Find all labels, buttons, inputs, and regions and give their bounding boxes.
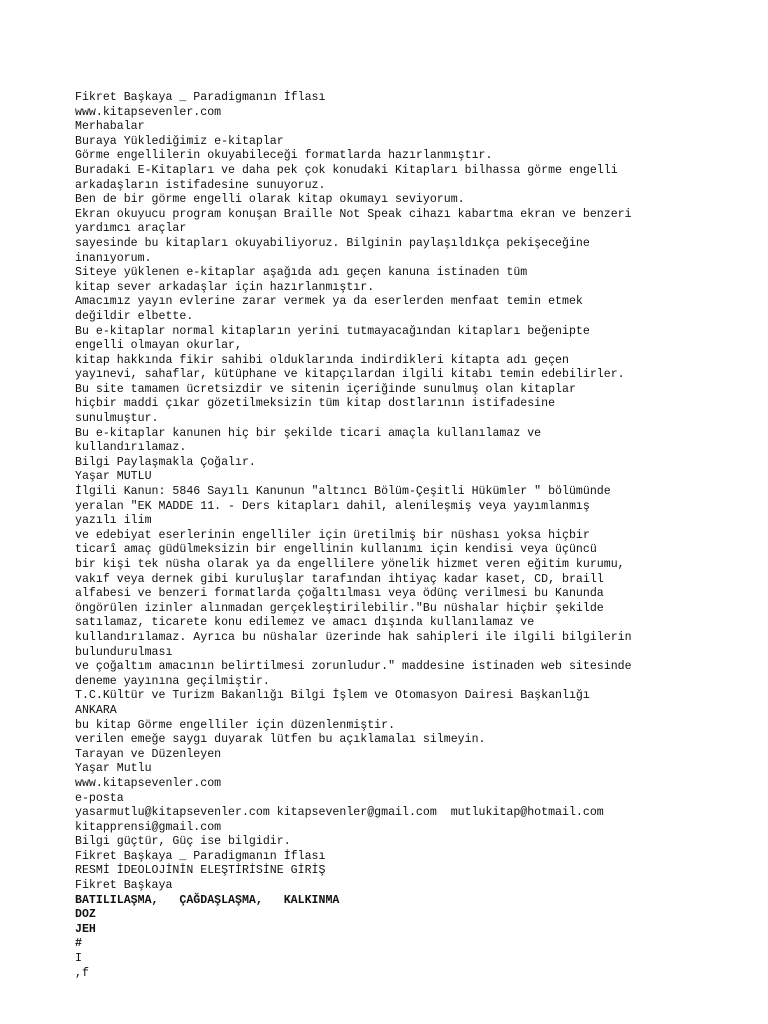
text-line: inanıyorum. — [75, 251, 152, 265]
text-line: sayesinde bu kitapları okuyabiliyoruz. Bilginin paylaşıldıkça pekişeceğine — [75, 236, 590, 250]
text-line: engelli olmayan okurlar, — [75, 339, 242, 353]
text-line: Buradaki E-Kitapları ve daha pek çok konudaki Kitapları bilhassa görme engelli — [75, 163, 618, 177]
text-line: kitap hakkında fikir sahibi olduklarında indirdikleri kitapta adı geçen — [75, 353, 569, 367]
text-line: Merhabalar — [75, 120, 145, 134]
text-line: yayınevi, sahaflar, kütüphane ve kitapçılardan ilgili kitabı temin edebilirler. — [75, 368, 625, 382]
text-line: satılamaz, ticarete konu edilemez ve amacı dışında kullanılamaz ve — [75, 616, 535, 630]
text-line: Fikret Başkaya _ Paradigmanın İflası — [75, 91, 326, 104]
text-line: www.kitapsevenler.com — [75, 776, 222, 790]
text-line: değildir elbette. — [75, 309, 194, 323]
text-line: # — [75, 937, 82, 951]
text-line: I — [75, 952, 82, 966]
text-line: Görme engellilerin okuyabileceği formatlarda hazırlanmıştır. — [75, 149, 493, 163]
text-line: ANKARA — [75, 703, 117, 717]
text-line: deneme yayınına geçilmiştir. — [75, 674, 270, 688]
text-line: ,f — [75, 966, 89, 980]
text-line: Yaşar MUTLU — [75, 470, 152, 484]
text-line: arkadaşların istifadesine sunuyoruz. — [75, 178, 326, 192]
text-line: hiçbir maddi çıkar gözetilmeksizin tüm kitap dostlarının istifadesine — [75, 397, 556, 411]
text-line: Fikret Başkaya _ Paradigmanın İflası — [75, 849, 326, 863]
text-line: Ekran okuyucu program konuşan Braille Not Speak cihazı kabartma ekran ve benzeri — [75, 207, 632, 221]
text-line: öngörülen izinler alınmadan gerçekleştirilebilir."Bu nüshalar hiçbir şekilde — [75, 601, 604, 615]
text-line: bir kişi tek nüsha olarak ya da engellilere yönelik hizmet veren eğitim kurumu, — [75, 558, 625, 571]
text-line: Yaşar Mutlu — [75, 762, 152, 776]
text-line: yardımcı araçlar — [75, 222, 187, 236]
text-line: bulundurulması — [75, 645, 173, 659]
text-line: bu kitap Görme engelliler için düzenlenmiştir. — [75, 718, 396, 732]
text-line: Bilgi Paylaşmakla Çoğalır. — [75, 455, 256, 469]
text-line: Fikret Başkaya — [75, 879, 173, 893]
text-line: T.C.Kültür ve Turizm Bakanlığı Bilgi İşlem ve Otomasyon Dairesi Başkanlığı — [75, 689, 590, 703]
text-line: Amacımız yayın evlerine zarar vermek ya da eserlerden menfaat temin etmek — [75, 295, 583, 309]
text-line: kitapprensi@gmail.com — [75, 820, 222, 834]
text-line: kitap sever arkadaşlar için hazırlanmıştır. — [75, 280, 375, 294]
text-line: Bu site tamamen ücretsizdir ve sitenin içeriğinde sunulmuş olan kitaplar — [75, 382, 576, 396]
text-line: yasarmutlu@kitapsevenler.com kitapsevenler@gmail.com mutlukitap@hotmail.com — [75, 806, 604, 820]
text-line: vakıf veya dernek gibi kuruluşlar tarafından ihtiyaç kadar kaset, CD, braill — [75, 572, 604, 586]
text-line: Bu e-kitaplar kanunen hiç bir şekilde ticari amaçla kullanılamaz ve — [75, 426, 542, 440]
text-line: Siteye yüklenen e-kitaplar aşağıda adı geçen kanuna istinaden tüm — [75, 266, 528, 280]
text-line: JEH — [75, 922, 96, 936]
text-line: ve edebiyat eserlerinin engelliler için üretilmiş bir nüshası yoksa hiçbir — [75, 528, 590, 542]
text-line: alfabesi ve benzeri formatlarda çoğaltılması veya ödünç verilmesi bu Kanunda — [75, 587, 604, 601]
text-line: yeralan "EK MADDE 11. - Ders kitapları dahil, alenileşmiş veya yayımlanmış — [75, 499, 590, 513]
text-line: verilen emeğe saygı duyarak lütfen bu açıklamalaı silmeyin. — [75, 733, 486, 747]
text-line: ve çoğaltım amacının belirtilmesi zorunludur." maddesine istinaden web sitesinde — [75, 660, 632, 674]
text-line: DOZ — [75, 908, 96, 922]
text-line: ticarî amaç güdülmeksizin bir engellinin kullanımı için kendisi veya üçüncü — [75, 543, 597, 557]
text-line: Bu e-kitaplar normal kitapların yerini tutmayacağından kitapları beğenipte — [75, 324, 590, 338]
text-line: Buraya Yüklediğimiz e-kitaplar — [75, 134, 284, 148]
text-line: www.kitapsevenler.com — [75, 105, 222, 119]
text-line: İlgili Kanun: 5846 Sayılı Kanunun "altıncı Bölüm-Çeşitli Hükümler " bölümünde — [75, 485, 611, 499]
text-line: e-posta — [75, 791, 124, 805]
text-line: kullandırılamaz. Ayrıca bu nüshalar üzerinde hak sahipleri ile ilgili bilgilerin — [75, 630, 632, 644]
text-line: yazılı ilim — [75, 514, 152, 528]
text-line: kullandırılamaz. — [75, 441, 187, 455]
text-line: RESMİ İDEOLOJİNİN ELEŞTİRİSİNE GİRİŞ — [75, 864, 326, 878]
text-line: sunulmuştur. — [75, 412, 159, 426]
text-line: Tarayan ve Düzenleyen — [75, 747, 222, 761]
document-page — [75, 91, 755, 981]
text-line: Bilgi güçtür, Güç ise bilgidir. — [75, 835, 291, 849]
text-line: Ben de bir görme engelli olarak kitap okumayı seviyorum. — [75, 193, 465, 207]
text-line: BATILILAŞMA, ÇAĞDAŞLAŞMA, KALKINMA — [75, 893, 340, 907]
